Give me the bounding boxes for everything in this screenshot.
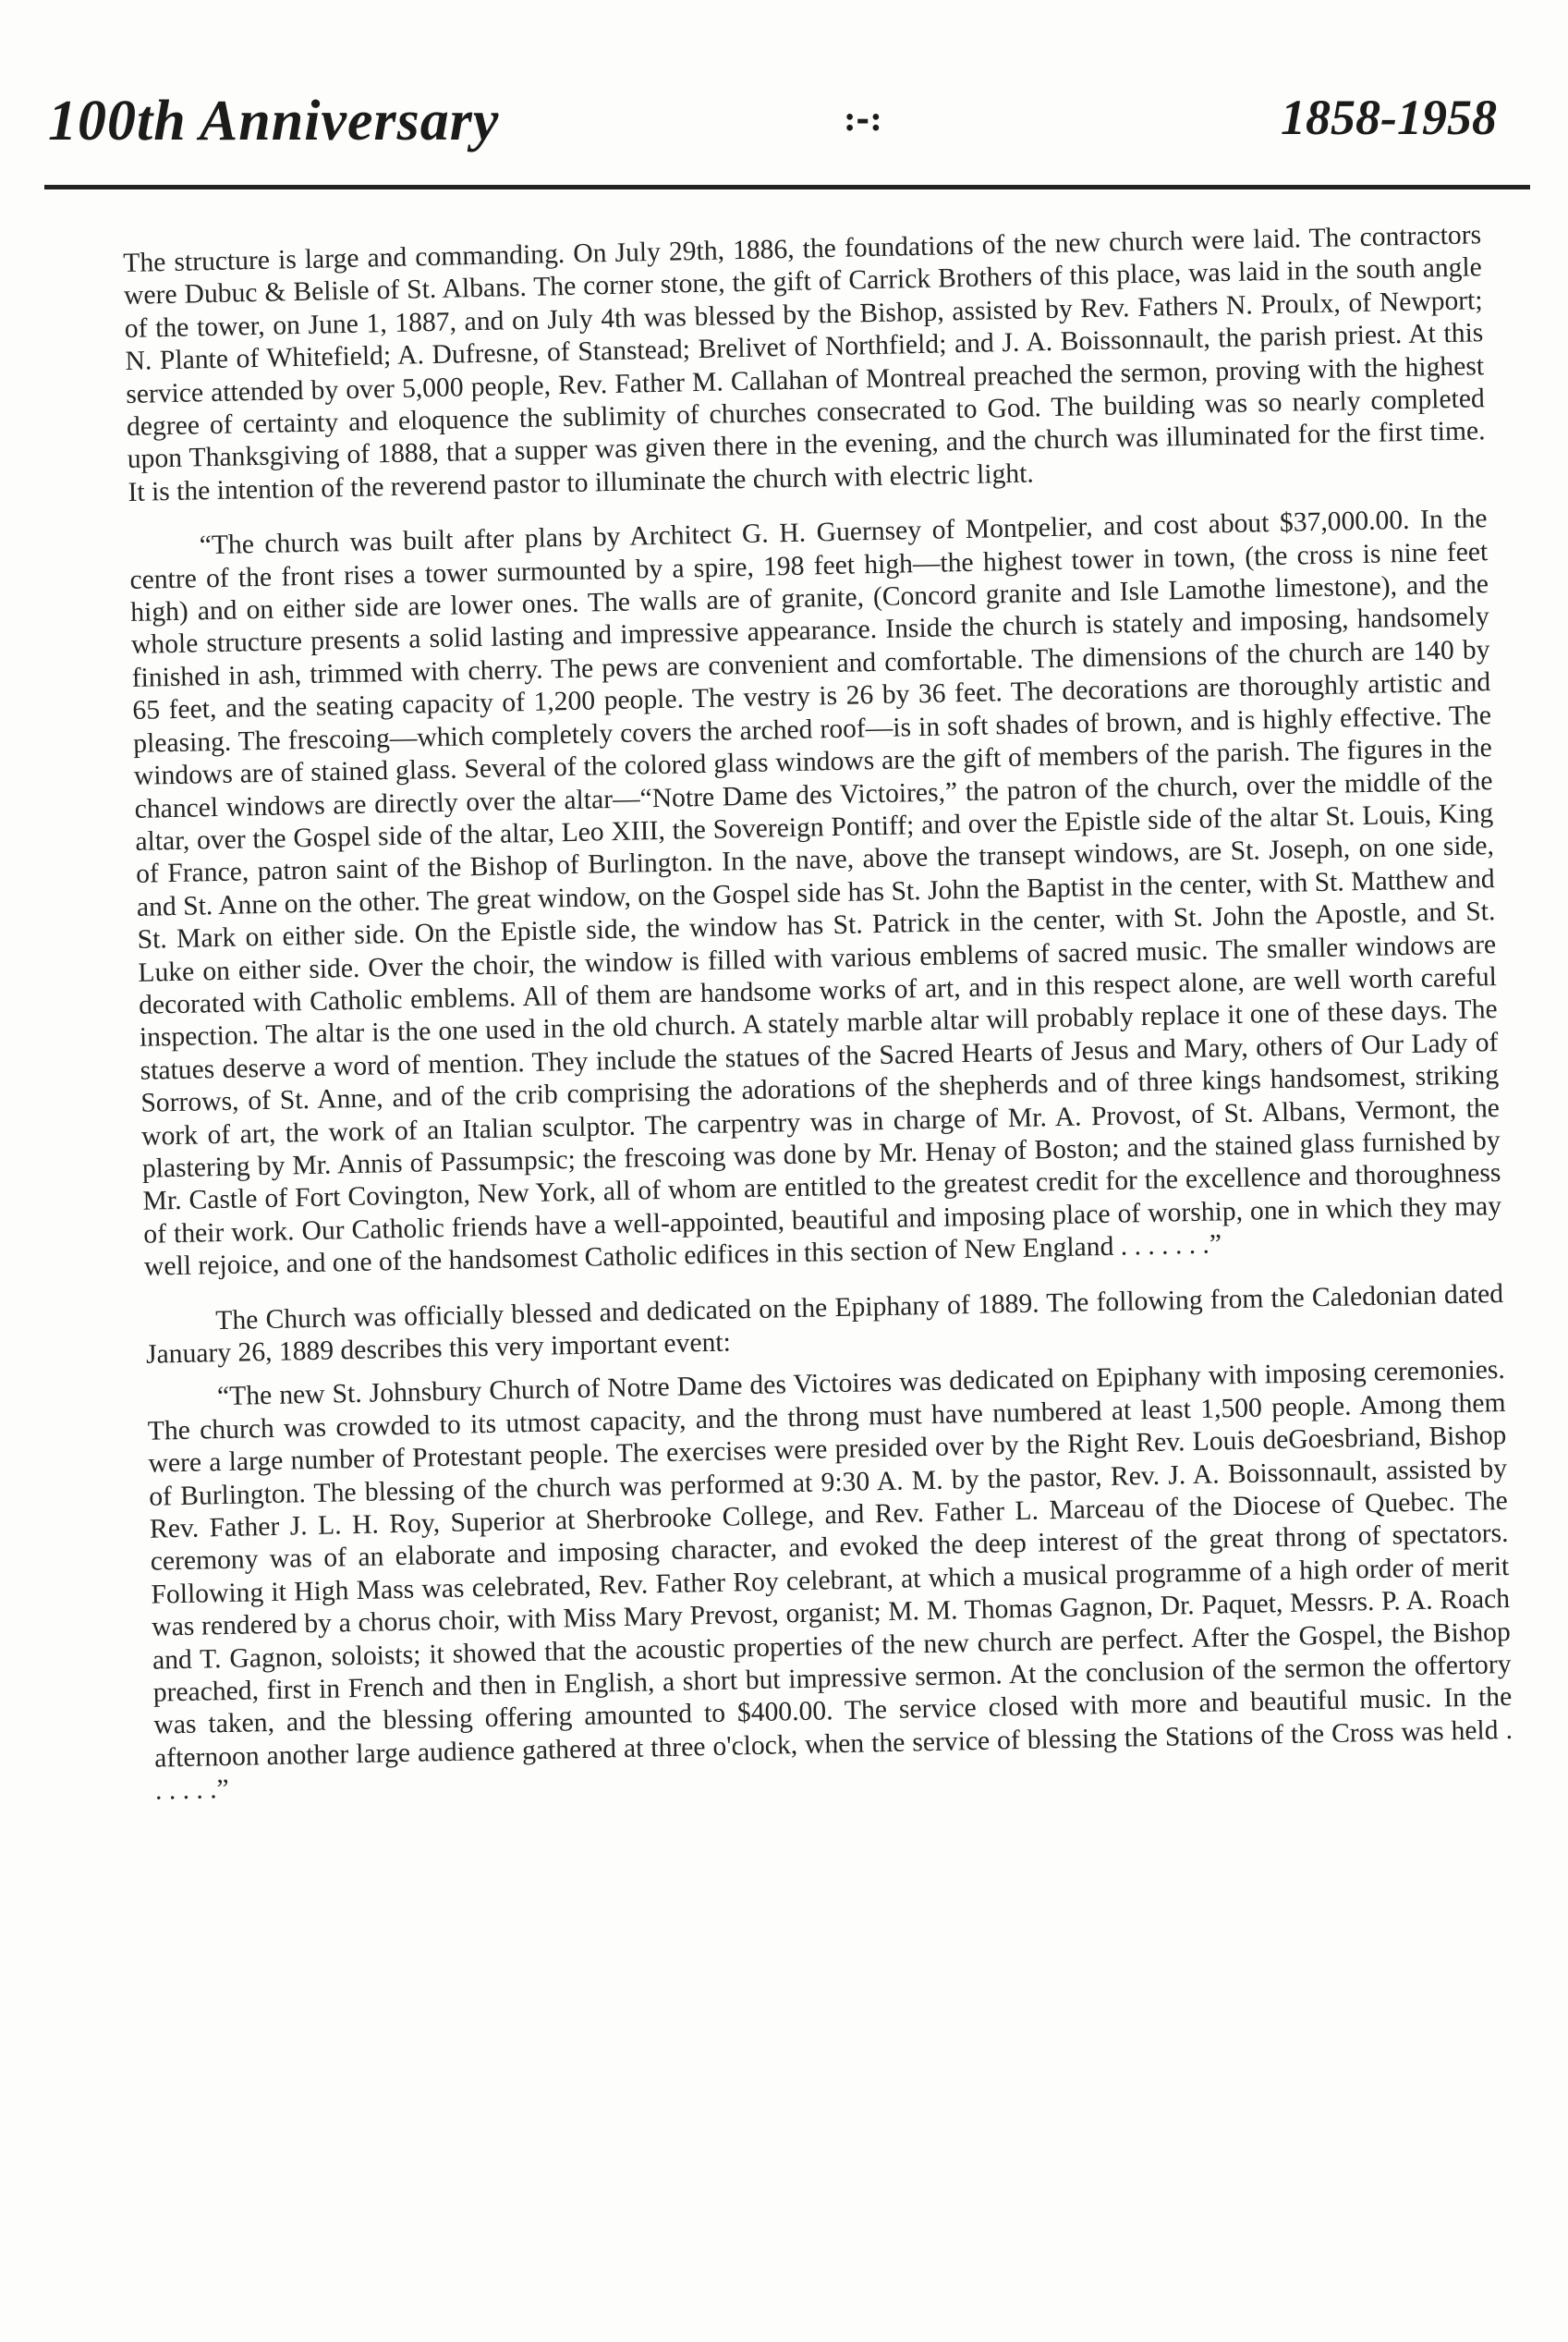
paragraph-church-description: “The church was built after plans by Architect G. H. Guernsey of Montpelier, and cost about $37,000.00. In the centre of the front rises a tower surmounted by a spire, 198 feet high—the highest tower in town, (the cross is nine feet high) and on either side are lower ones. The walls are of granite, (Concord granite and Isle Lamothe limestone), and the whole structure presents a solid lasting and impressive appearance. Inside the church is stately and imposing, handsomely finished in ash, trimmed with cherry. The pews are convenient and comfortable. The dimensions of the church are 140 by 65 feet, and the seating capacity of 1,200 people. The vestry is 26 by 36 feet. The decorations are thoroughly artistic and pleasing. The frescoing—which completely covers the arched roof—is in soft shades of brown, and is highly effective. The windows are of stained glass. Several of the colored glass windows are the gift of members of the parish. The figures in the chancel windows are directly over the altar—“Notre Dame des Victoires,” the patron of the church, over the middle of the altar, over the Gospel side of the altar, Leo XIII, the Sovereign Pontiff; and over the Epistle side of the altar St. Louis, King of France, patron saint of the Bishop of Burlington. In the nave, above the transept windows, are St. Joseph, on one side, and St. Anne on the other. The great window, on the Gospel side has St. John the Baptist in the center, with St. Matthew and St. Mark on either side. On the Epistle side, the window has St. Patrick in the center, with St. John the Apostle, and St. Luke on either side. Over the choir, the window is filled with various emblems of sacred music. The smaller windows are decorated with Catholic emblems. All of them are handsome works of art, and in this respect alone, are well worth careful inspection. The altar is the one used in the old church. A stately marble altar will probably replace it one of these days. The statues deserve a word of mention. They include the statues of the Sacred Hearts of Jesus and Mary, others of Our Lady of Sorrows, of St. Anne, and of the crib comprising the adorations of the shepherds and of three kings handsomest, striking work of art, the work of an Italian sculptor. The carpentry was in charge of Mr. A. Provost, of St. Albans, Vermont, the plastering by Mr. Annis of Passumpsic; the frescoing was done by Mr. Henay of Boston; and the stained glass furnished by Mr. Castle of Fort Covington, New York, all of whom are entitled to the greatest credit for the excellence and thoroughness of their work. Our Catholic friends have a well-appointed, beautiful and imposing place of worship, one in which they may well rejoice, and one of the handsomest Catholic edifices in this section of New England . . . . . . .” — [129, 504, 1502, 1282]
header-ornament: :-: — [844, 100, 882, 139]
paragraph-structure: The structure is large and commanding. On July 29th, 1886, the foundations of the new church were laid. The contractors were Dubuc & Belisle of St. Albans. The corner stone, the gift of Carrick Brothers of this place, was laid in the south angle of the tower, on June 1, 1887, and on July 4th was blessed by the Bishop, assisted by Rev. Fathers N. Proulx, of Newport; N. Plante of Whitefield; A. Dufresne, of Stanstead; Brelivet of Northfield; and J. A. Boissonnault, the parish priest. At this service attended by over 5,000 people, Rev. Father M. Callahan of Montreal preached the sermon, proving with the highest degree of certainty and eloquence the sublimity of churches consecrated to God. The building was so nearly completed upon Thanksgiving of 1888, that a supper was given there in the evening, and the church was illuminated for the first time. It is the intention of the reverend pastor to illuminate the church with electric light. — [123, 220, 1486, 507]
anniversary-title: 100th Anniversary — [48, 90, 500, 152]
article-body — [123, 219, 1514, 1830]
year-range: 1858-1958 — [1281, 90, 1497, 145]
page-header — [44, 55, 1530, 194]
header-rule — [44, 185, 1530, 189]
paragraph-caledonian-quote: “The new St. Johnsbury Church of Notre Dame des Victoires was dedicated on Epiphany with imposing ceremonies. The church was crowded to its utmost capacity, and the throng must have numbered at least 1,500 people. Among them were a large number of Protestant people. The exercises were presided over by the Right Rev. Louis deGoesbriand, Bishop of Burlington. The blessing of the church was performed at 9:30 A. M. by the pastor, Rev. J. A. Boissonnault, assisted by Rev. Father J. L. H. Roy, Superior at Sherbrooke College, and Rev. Father L. Marceau of the Diocese of Quebec. The ceremony was of an elaborate and imposing character, and evoked the deep interest of the great throng of spectators. Following it High Mass was celebrated, Rev. Father Roy celebrant, at which a musical programme of a high order of merit was rendered by a chorus choir, with Miss Mary Prevost, organist; M. M. Thomas Gagnon, Dr. Paquet, Messrs. P. A. Roach and T. Gagnon, soloists; it showed that the acoustic properties of the new church are perfect. After the Gospel, the Bishop preached, first in French and then in English, a short but impressive sermon. At the conclusion of the sermon the offertory was taken, and the blessing offering amounted to $400.00. The service closed with more and beautiful music. In the afternoon another large audience gathered at three o'clock, when the service of blessing the Stations of the Cross was held . . . . . .” — [147, 1355, 1513, 1806]
paragraph-dedication-intro: The Church was officially blessed and dedicated on the Epiphany of 1889. The following from the Caledonian dated January 26, 1889 describes this very important event: — [145, 1278, 1504, 1370]
